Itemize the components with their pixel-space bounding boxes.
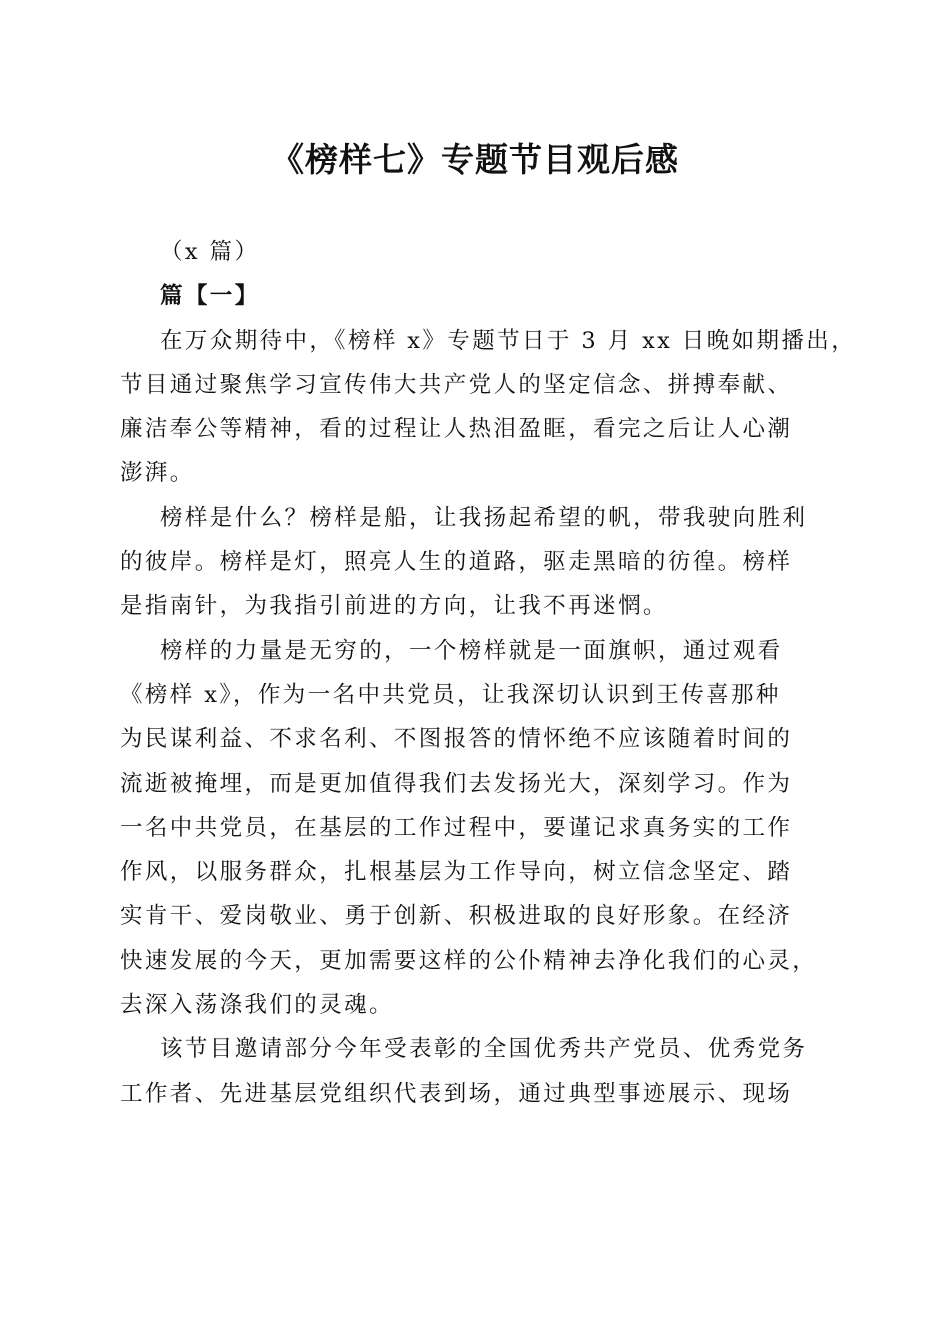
section-heading: 篇【一】 — [160, 283, 260, 310]
paragraph-1-line-3: 廉洁奉公等精神，看的过程让人热泪盈眶，看完之后让人心潮 — [120, 416, 793, 443]
paragraph-3-line-5: 一名中共党员，在基层的工作过程中，要谨记求真务实的工作 — [120, 814, 793, 841]
section-count-line: （x 篇） — [160, 239, 260, 265]
paragraph-2-line-2: 的彼岸。榜样是灯，照亮人生的道路，驱走黑暗的彷徨。榜样 — [120, 549, 793, 576]
paragraph-4-line-1: 该节目邀请部分今年受表彰的全国优秀共产党员、优秀党务 — [160, 1036, 808, 1063]
document-body — [120, 230, 857, 1116]
paragraph-3-line-8: 快速发展的今天，更加需要这样的公仆精神去净化我们的心灵， — [120, 947, 818, 974]
paragraph-3-line-2: 《榜样 x》，作为一名中共党员，让我深切认识到王传喜那种 — [120, 681, 781, 708]
paragraph-1-line-4: 澎湃。 — [120, 460, 195, 487]
paragraph-1-line-1: 在万众期待中，《榜样 x》专题节日于 3 月 xx 日晚如期播出， — [160, 327, 857, 354]
paragraph-3-line-9: 去深入荡涤我们的灵魂。 — [120, 992, 394, 1019]
paragraph-1-line-2: 节目通过聚焦学习宣传伟大共产党人的坚定信念、拼搏奉献、 — [120, 371, 793, 398]
document-title: 《榜样七》专题节目观后感 — [271, 140, 679, 179]
paragraph-3-line-6: 作风，以服务群众，扎根基层为工作导向，树立信念坚定、踏 — [120, 859, 793, 886]
paragraph-3-line-7: 实肯干、爱岗敬业、勇于创新、积极进取的良好形象。在经济 — [120, 903, 793, 930]
paragraph-2-line-1: 榜样是什么？榜样是船，让我扬起希望的帆，带我驶向胜利 — [160, 504, 808, 531]
paragraph-4-line-2: 工作者、先进基层党组织代表到场，通过典型事迹展示、现场 — [120, 1080, 793, 1107]
paragraph-3-line-4: 流逝被掩埋，而是更加值得我们去发扬光大，深刻学习。作为 — [120, 770, 793, 797]
paragraph-3-line-1: 榜样的力量是无穷的，一个榜样就是一面旗帜，通过观看 — [160, 637, 783, 664]
paragraph-3-line-3: 为民谋利益、不求名利、不图报答的情怀绝不应该随着时间的 — [120, 726, 793, 753]
paragraph-2-line-3: 是指南针，为我指引前进的方向，让我不再迷惘。 — [120, 593, 668, 620]
